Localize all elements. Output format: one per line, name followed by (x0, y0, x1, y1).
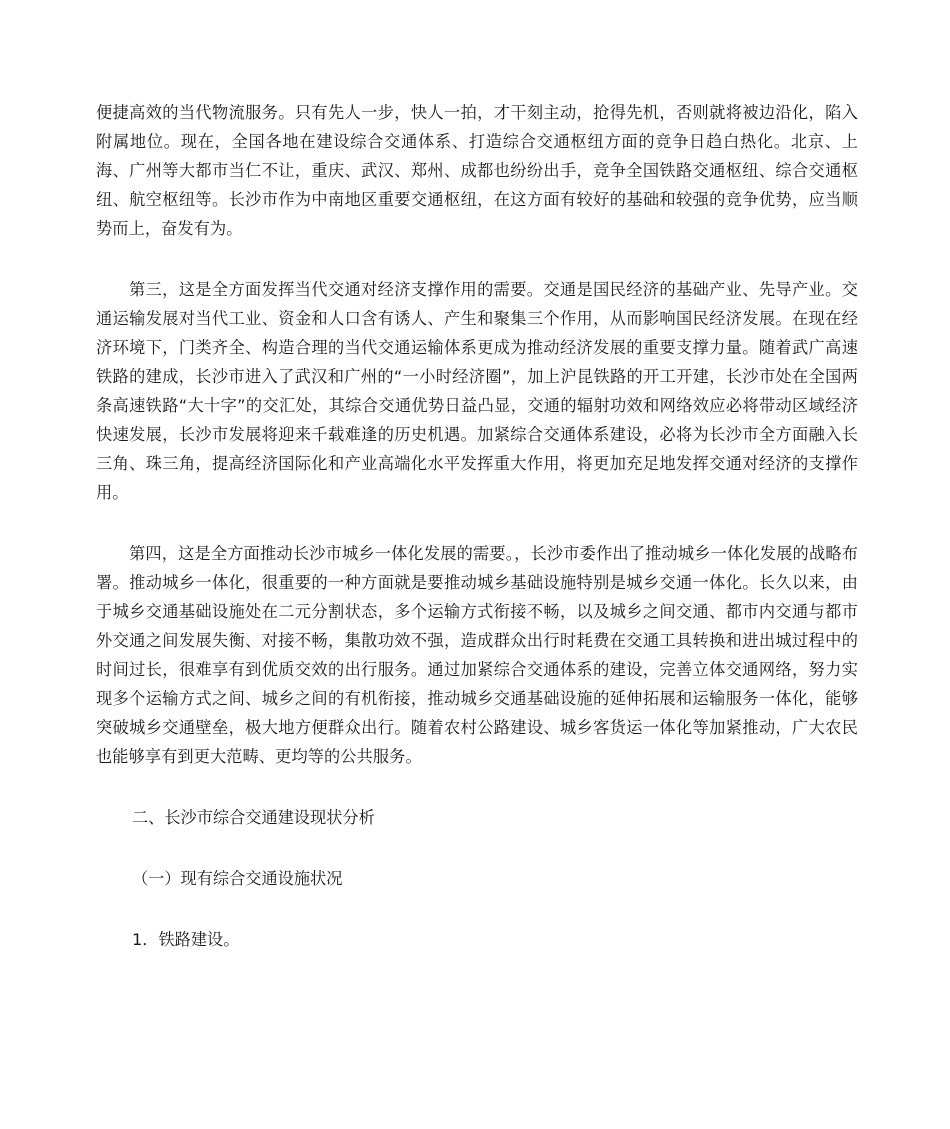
section-heading: 二、长沙市综合交通建设现状分析 (132, 808, 375, 827)
paragraph-fourth-point: 第四，这是全方面推动长沙市城乡一体化发展的需要。，长沙市委作出了推动城乡一体化发展的战略布署。推动城乡一体化，很重要的一种方面就是要推动城乡基础设施特别是城乡交通一体化。长久以来，由于城乡交通基础设施处在二元分割状态，多个运输方式衔接不畅，以及城乡之间交通、都市内交通与都市外交通之间发展失衡、对接不畅，集散功效不强，造成群众出行时耗费在交通工具转换和进出城过程中的时间过长，很难享有到优质交效的出行服务。通过加紧综合交通体系的建设，完善立体交通网络，努力实现多个运输方式之间、城乡之间的有机衔接，推动城乡交通基础设施的延伸拓展和运输服务一体化，能够突破城乡交通壁垒，极大地方便群众出行。随着农村公路建设、城乡客货运一体化等加紧推动，广大农民也能够享有到更大范畴、更均等的公共服务。 (96, 544, 858, 766)
subsection-heading: （一）现有综合交通设施状况 (132, 869, 343, 888)
document-body (96, 98, 858, 954)
item-heading: 1．铁路建设。 (132, 930, 240, 949)
paragraph-continuation: 便捷高效的当代物流服务。只有先人一步，快人一拍，才干刻主动，抢得先机，否则就将被边沿化，陷入附属地位。现在，全国各地在建设综合交通体系、打造综合交通枢纽方面的竞争日趋白热化。北京、上海、广州等大都市当仁不让，重庆、武汉、郑州、成都也纷纷出手，竞争全国铁路交通枢纽、综合交通枢纽、航空枢纽等。长沙市作为中南地区重要交通枢纽，在这方面有较好的基础和较强的竞争优势，应当顺势而上，奋发有为。 (96, 103, 858, 238)
paragraph-third-point: 第三，这是全方面发挥当代交通对经济支撑作用的需要。交通是国民经济的基础产业、先导产业。交通运输发展对当代工业、资金和人口含有诱人、产生和聚集三个作用，从而影响国民经济发展。在现在经济环境下，门类齐全、构造合理的当代交通运输体系更成为推动经济发展的重要支撑力量。随着武广高速铁路的建成，长沙市进入了武汉和广州的“一小时经济圈”，加上沪昆铁路的开工开建，长沙市处在全国两条高速铁路“大十字”的交汇处，其综合交通优势日益凸显，交通的辐射功效和网络效应必将带动区域经济快速发展，长沙市发展将迎来千载难逢的历史机遇。加紧综合交通体系建设，必将为长沙市全方面融入长三角、珠三角，提高经济国际化和产业高端化水平发挥重大作用，将更加充足地发挥交通对经济的支撑作用。 (96, 280, 858, 502)
